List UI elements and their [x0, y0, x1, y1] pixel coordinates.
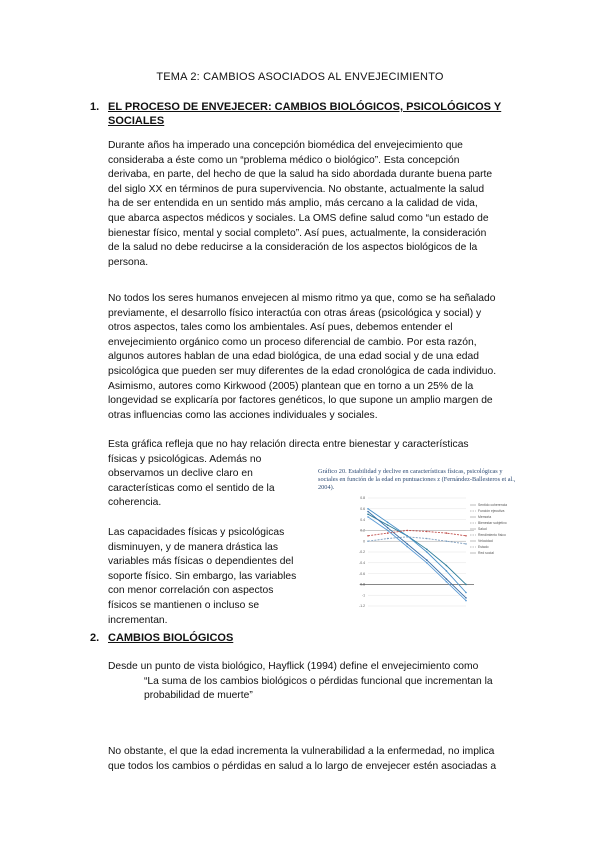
wellbeing-age-chart — [318, 468, 518, 613]
data-point — [465, 535, 467, 537]
paragraph-line: otras influencias como las acciones individuales y sociales. — [108, 409, 378, 421]
data-point — [446, 570, 448, 572]
paragraph-line: No obstante, el que la edad incrementa la vulnerabilidad a la enfermedad, no implica — [108, 746, 495, 757]
legend-label: Bienestar subjetivo — [478, 521, 507, 525]
paragraph-line: del siglo XX en términos de pura supervivencia. No obstante, actualmente la salud — [108, 183, 485, 195]
data-point — [426, 562, 428, 564]
data-point — [387, 532, 389, 534]
y-tick-label: -1.2 — [359, 604, 365, 609]
quote-line: “La suma de los cambios biológicos o pérdidas funcional que incrementan la — [144, 676, 493, 687]
y-tick-label: 0.6 — [360, 507, 365, 511]
paragraph-line: que todos los cambios o pérdidas en salud a lo largo de envejecer estén asociadas a — [108, 760, 497, 772]
data-point — [426, 551, 428, 553]
data-point — [426, 538, 428, 540]
series-line — [368, 514, 466, 584]
section-1-heading — [90, 100, 520, 130]
data-point — [367, 516, 369, 518]
paragraph-line: coherencia. — [108, 497, 162, 509]
chart-plot — [318, 468, 518, 613]
section-1-heading-line1: EL PROCESO DE ENVEJECER: CAMBIOS BIOLÓGICOS, PSICOLÓGICOS Y — [108, 101, 502, 113]
paragraph-line: persona. — [108, 256, 149, 268]
data-point — [446, 532, 448, 534]
data-point — [426, 531, 428, 533]
data-point — [406, 546, 408, 548]
y-tick-label: 0.2 — [360, 528, 365, 533]
data-point — [367, 540, 369, 542]
data-point — [387, 522, 389, 524]
paragraph-line: características como el sentido de la — [108, 482, 275, 494]
paragraph-line: soporte físico. Sin embargo, las variables — [108, 570, 297, 582]
paragraph-line: incrementan. — [108, 614, 168, 626]
data-point — [465, 543, 467, 545]
data-point — [465, 584, 467, 586]
paragraph-line: previamente, el desarrollo físico interactúa con otras áreas (psicológica y social) y — [108, 307, 482, 319]
y-tick-label: -0.2 — [359, 550, 365, 555]
series-line — [368, 517, 466, 601]
data-point — [387, 538, 389, 540]
data-point — [367, 513, 369, 515]
paragraph-line: envejecimiento orgánico como un proceso diferencial de cambio. Por esta razón, — [108, 336, 477, 348]
data-point — [465, 597, 467, 599]
data-point — [465, 600, 467, 602]
paragraph-capacidades — [108, 526, 313, 628]
data-point — [367, 535, 369, 537]
y-tick-label: -0.8 — [359, 582, 365, 587]
paragraph-line: consideraba a éste como un “problema médico o biológico”. Esta concepción — [108, 154, 460, 166]
legend-label: Red social — [478, 551, 494, 555]
legend-label: Función ejecutiva — [478, 509, 505, 513]
paragraph-concepcion-salud — [108, 139, 518, 270]
paragraph-grafica-intro — [108, 438, 518, 453]
data-point — [387, 530, 389, 532]
hayflick-quote — [144, 675, 524, 704]
paragraph-line: Asimismo, autores como Kirkwood (2005) plantean que en torno a un 25% de la — [108, 380, 474, 392]
data-point — [426, 549, 428, 551]
data-point — [446, 540, 448, 542]
data-point — [465, 592, 467, 594]
paragraph-vulnerabilidad — [108, 745, 528, 774]
series-line — [368, 509, 466, 593]
y-tick-label: -0.6 — [359, 571, 365, 576]
paragraph-line: Las capacidades físicas y psicológicas — [108, 527, 285, 538]
data-point — [406, 530, 408, 532]
paragraph-line: de la salud no debe reducirse a la consideración de los aspectos biológicos de la — [108, 242, 478, 254]
quote-line: probabilidad de muerte” — [144, 690, 253, 702]
legend-label: Estado — [478, 545, 489, 549]
data-point — [446, 565, 448, 567]
paragraph-line: No todos los seres humanos envejecen al mismo ritmo ya que, como se ha señalado — [108, 293, 496, 304]
chart-title: Gráfico 20. Estabilidad y declive en características físicas, psicológicas y sociales en función de la edad en puntuaciones z (Fernández-Ballesteros et al., 2004). — [318, 468, 516, 491]
series-line — [368, 530, 466, 535]
legend-label: Sentido coherencia — [478, 503, 508, 507]
paragraph-line: algunos autores hablan de una edad biológica, de una edad social y de una edad — [108, 351, 479, 363]
y-tick-label: 0.4 — [360, 517, 365, 522]
paragraph-line: bienestar físico, mental y social completo”. Así pues, actualmente, la consideración — [108, 227, 487, 239]
paragraph-line: observamos un declive claro en — [108, 468, 253, 480]
data-point — [426, 559, 428, 561]
paragraph-line: variables más físicas o dependientes del — [108, 556, 294, 568]
section-2-number: 2. — [90, 632, 100, 644]
legend-label: Memoria — [478, 515, 492, 519]
paragraph-grafica-cont — [108, 453, 313, 511]
paragraph-line: con menor correlación con aspectos — [108, 585, 274, 597]
paragraph-line: que abarca aspectos médicos y sociales. La OMS define salud como “un estado de — [108, 212, 489, 224]
section-2-heading — [90, 631, 520, 646]
section-1-number: 1. — [90, 101, 100, 113]
legend-label: Salud — [478, 527, 487, 531]
section-1-heading-line2: SOCIALES — [108, 115, 165, 127]
paragraph-line: derivaba, en parte, del hecho de que la salud ha sido abordada durante buena parte — [108, 169, 493, 181]
paragraph-line: Durante años ha imperado una concepción biomédica del envejecimiento que — [108, 140, 463, 151]
data-point — [387, 524, 389, 526]
paragraph-line: físicas y psicológicas. Además no — [108, 453, 262, 465]
paragraph-line: psicológica que pueden ser muy diferentes de la edad cronológica de cada individuo. — [108, 365, 497, 377]
paragraph-line: Desde un punto de vista biológico, Hayflick (1994) define el envejecimiento como — [108, 661, 479, 672]
paragraph-hayflick-intro — [108, 660, 528, 675]
paragraph-line: ha de ser entendida en un sentido más amplio, más cercano a la calidad de vida, — [108, 198, 478, 210]
paragraph-line: Esta gráfica refleja que no hay relación directa entre bienestar y características — [108, 439, 469, 450]
paragraph-envejecimiento-diferencial — [108, 292, 518, 423]
y-tick-label: 0.8 — [360, 496, 365, 501]
data-point — [367, 508, 369, 510]
y-tick-label: -1 — [361, 593, 365, 598]
section-2-heading-text: CAMBIOS BIOLÓGICOS — [108, 632, 234, 644]
data-point — [446, 581, 448, 583]
paragraph-line: otros aspectos, tales como los ambientales. Así pues, debemos entender el — [108, 322, 453, 334]
data-point — [387, 527, 389, 529]
legend-label: Rendimiento físico — [478, 533, 506, 537]
data-point — [406, 536, 408, 538]
y-tick-label: 0 — [363, 539, 365, 544]
page-title: TEMA 2: CAMBIOS ASOCIADOS AL ENVEJECIMIENTO — [156, 71, 444, 83]
legend-label: Velocidad — [478, 539, 493, 543]
data-point — [406, 543, 408, 545]
data-point — [367, 511, 369, 513]
paragraph-line: disminuyen, y de manera drástica las — [108, 541, 278, 553]
data-point — [446, 578, 448, 580]
paragraph-line: físicos se mantienen o incluso se — [108, 599, 260, 611]
y-tick-label: -0.4 — [359, 561, 365, 565]
paragraph-line: longevidad se explicaría por factores genéticos, lo que supone un amplio margen de — [108, 395, 493, 407]
